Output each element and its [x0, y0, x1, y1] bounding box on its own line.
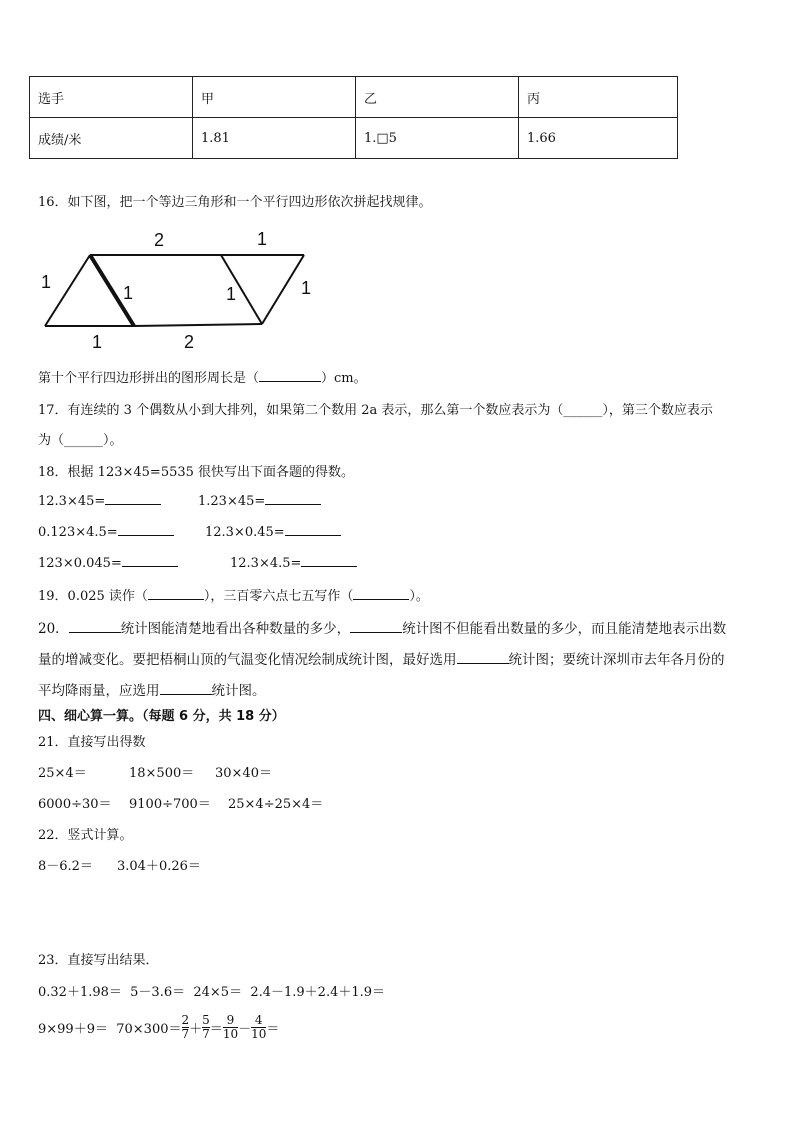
- answer-blank[interactable]: [148, 587, 204, 600]
- answer-blank[interactable]: [118, 523, 174, 536]
- calc-expression: 3.04＋0.26＝: [117, 859, 201, 874]
- calc-expression: 123×0.045=: [38, 556, 122, 571]
- section-heading: 四、细心算一算。（每题 6 分，共 18 分）: [38, 709, 285, 724]
- fraction: [223, 1014, 238, 1041]
- figure-label: 1: [226, 284, 237, 304]
- calc-expression: 25×4÷25×4＝: [228, 797, 324, 812]
- figure-label: 1: [123, 283, 134, 303]
- calc-expression: 8－6.2＝: [38, 859, 93, 874]
- question-text: 19．0.025 读作（: [38, 589, 148, 604]
- calc-item: [205, 523, 341, 540]
- question-19: [38, 585, 429, 604]
- figure-label: 1: [92, 332, 103, 352]
- calc-expression: 12.3×4.5=: [230, 556, 302, 571]
- figure-label: 2: [154, 230, 165, 250]
- question-20-line3: [38, 679, 266, 699]
- operator: ＋: [189, 1021, 203, 1037]
- calc-expression: 1.23×45=: [198, 494, 266, 509]
- question-text: ），三百零六点七五写作（: [203, 589, 354, 604]
- question-text: 统计图；要统计深圳市去年各月份的: [508, 652, 725, 668]
- numerator: 2: [181, 1012, 190, 1027]
- question-text: 量的增减变化。要把梧桐山顶的气温变化情况绘制成统计图，最好选用: [38, 652, 457, 668]
- figure-label: 1: [41, 272, 52, 292]
- answer-blank[interactable]: [285, 523, 341, 536]
- table-cell: 成绩/米: [30, 118, 193, 159]
- operator: ＝: [209, 1021, 223, 1037]
- figure-edge: [45, 255, 90, 326]
- answer-blank[interactable]: [350, 620, 402, 633]
- table-cell: 选手: [30, 77, 193, 118]
- calc-row: [38, 1010, 279, 1044]
- table-cell: 1.81: [193, 118, 356, 159]
- calc-item: [230, 554, 357, 571]
- question-23-title: 23．直接写出结果．: [38, 953, 159, 968]
- denominator: 10: [222, 1026, 239, 1041]
- operator: ＝: [266, 1021, 280, 1037]
- question-text: 平均降雨量，应选用: [38, 683, 160, 699]
- table-row: [30, 118, 678, 159]
- question-text: 统计图。: [211, 683, 266, 699]
- calc-item: [38, 554, 178, 571]
- answer-blank[interactable]: [353, 587, 409, 600]
- figure-label: 1: [257, 229, 268, 249]
- figure-label: 2: [184, 332, 195, 352]
- table-cell: 1.66: [519, 118, 678, 159]
- answer-blank[interactable]: [105, 492, 161, 505]
- question-text: 20．: [38, 621, 69, 637]
- answer-blank[interactable]: [259, 369, 321, 382]
- numerator: 9: [226, 1012, 235, 1027]
- question-16-text: 16．如下图，把一个等边三角形和一个平行四边形依次拼起找规律。: [38, 195, 432, 210]
- question-text: 统计图能清楚地看出各种数量的多少，: [120, 621, 351, 637]
- answer-blank[interactable]: [265, 492, 321, 505]
- calc-expression: 25×4＝: [38, 766, 87, 781]
- triangle-parallelogram-figure: [30, 222, 330, 357]
- figure-edge: [262, 255, 304, 324]
- question-text: ）。: [409, 589, 429, 604]
- score-table: [29, 76, 678, 159]
- calc-expression: 12.3×45=: [38, 494, 106, 509]
- question-text: 统计图不但能看出数量的多少，而且能清楚地表示出数: [402, 621, 727, 637]
- denominator: 7: [181, 1026, 190, 1041]
- denominator: 10: [251, 1026, 267, 1041]
- fraction: [251, 1014, 266, 1041]
- answer-blank[interactable]: [122, 554, 178, 567]
- calc-item: [198, 492, 321, 509]
- table-row: [30, 77, 678, 118]
- numerator: 5: [202, 1012, 210, 1027]
- question-20-line2: [38, 648, 725, 668]
- fraction: [182, 1014, 190, 1041]
- calc-expression: 12.3×0.45=: [205, 525, 285, 540]
- answer-text: 第十个平行四边形拼出的图形周长是（: [38, 371, 260, 386]
- calc-expression: 9100÷700＝: [129, 797, 211, 812]
- question-20-line1: [38, 617, 726, 637]
- answer-blank[interactable]: [301, 554, 357, 567]
- answer-blank[interactable]: [457, 651, 509, 664]
- calc-expression: 18×500＝: [129, 766, 195, 781]
- table-cell: 1.□5: [356, 118, 519, 159]
- answer-blank[interactable]: [69, 620, 121, 633]
- calc-item: [38, 523, 174, 540]
- calc-expression: 30×40＝: [215, 766, 272, 781]
- table-cell: 乙: [356, 77, 519, 118]
- question-18-title: 18．根据 123×45=5535 很快写出下面各题的得数。: [38, 465, 355, 480]
- question-21-title: 21．直接写出得数: [38, 735, 146, 750]
- table-cell: 甲: [193, 77, 356, 118]
- denominator: 7: [202, 1026, 210, 1041]
- numerator: 4: [254, 1012, 263, 1027]
- calc-expression: 0.123×4.5=: [38, 525, 118, 540]
- question-17-line1: 17．有连续的 3 个偶数从小到大排列，如果第二个数用 2a 表示，那么第一个数应表示为（______），第三个数应表示: [38, 403, 713, 418]
- figure-label: 1: [301, 278, 312, 298]
- question-17-line2: 为（______）。: [38, 433, 123, 448]
- calc-item: [38, 492, 161, 509]
- question-16-answer: [38, 367, 367, 386]
- operator: －: [238, 1021, 252, 1037]
- answer-blank[interactable]: [160, 682, 212, 695]
- calc-row: 0.32＋1.98＝ 5－3.6＝ 24×5＝ 2.4－1.9＋2.4＋1.9＝: [38, 985, 386, 1000]
- calc-expression: 6000÷30＝: [38, 797, 112, 812]
- table-cell: 丙: [519, 77, 678, 118]
- figure-edge: [134, 324, 262, 326]
- answer-text: ）cm。: [321, 371, 367, 386]
- question-22-title: 22．竖式计算。: [38, 828, 133, 843]
- calc-expression: 9×99＋9＝ 70×300＝: [38, 1021, 182, 1037]
- fraction: [202, 1014, 210, 1041]
